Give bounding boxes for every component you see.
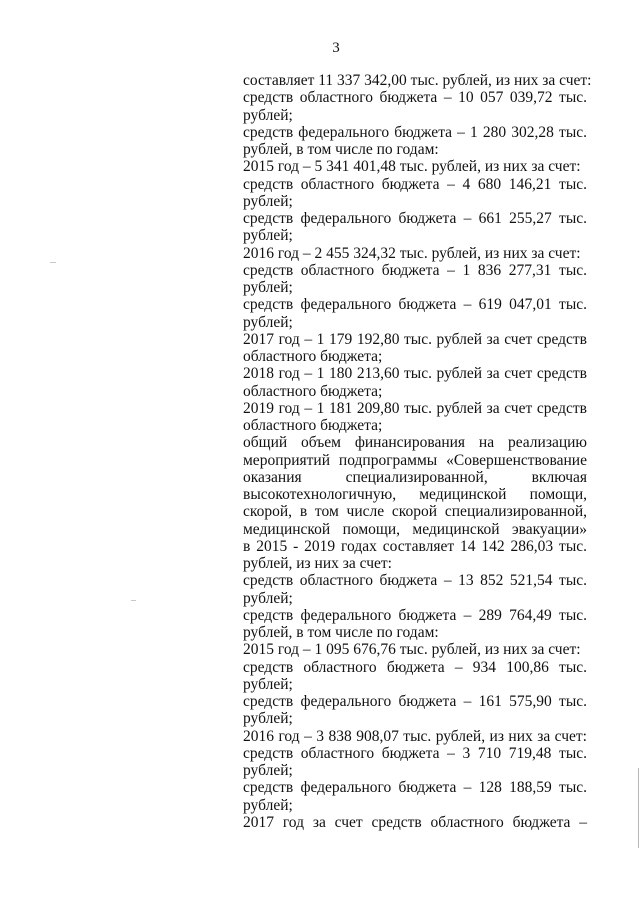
text-line: мероприятий подпрограммы «Совершенствование [243,451,587,469]
text-line: 2015 год – 1 095 676,76 тыс. рублей, из них за счет: [243,641,581,659]
text-line: рублей; [243,589,293,607]
text-line: 2019 год – 1 181 209,80 тыс. рублей за счет средств [243,399,587,417]
text-line: рублей, в том числе по годам: [243,624,439,641]
scan-dot [50,262,56,263]
text-line: средств федерального бюджета – 161 575,90 тыс. [243,693,587,710]
text-line: медицинской помощи, медицинской эвакуации» [243,520,587,538]
text-line: средств областного бюджета – 934 100,86 тыс. [243,658,587,676]
text-line: 2016 год – 3 838 908,07 тыс. рублей, из них за счет: [243,727,587,745]
scan-dot [131,600,136,601]
text-line: высокотехнологичную, медицинской помощи, [243,486,587,503]
scan-edge-mark [638,768,639,848]
text-line: 2017 год за счет средств областного бюджета – [243,813,587,831]
text-line: средств областного бюджета – 1 836 277,31 тыс. [243,261,587,279]
text-line: средств федерального бюджета – 661 255,27 тыс. [243,210,587,227]
text-line: общий объем финансирования на реализацию [243,434,587,452]
page-number: 3 [332,40,340,56]
text-line: оказания специализированной, включая [243,468,587,486]
text-line: областного бюджета; [243,348,383,365]
text-line: средств федерального бюджета – 128 188,59 тыс. [243,779,587,797]
text-line: рублей; [243,192,293,210]
text-line: средств федерального бюджета – 1 280 302,28 тыс. [243,123,587,141]
text-line: в 2015 - 2019 годах составляет 14 142 286,03 тыс. [243,537,587,555]
text-line: 2017 год – 1 179 192,80 тыс. рублей за счет средств [243,330,587,348]
text-line: средств областного бюджета – 13 852 521,54 тыс. [243,572,587,590]
text-line: составляет 11 337 342,00 тыс. рублей, из них за счет: [243,72,592,89]
text-line: средств областного бюджета – 10 057 039,72 тыс. [243,89,587,107]
text-line: рублей; [243,675,293,693]
text-line: средств областного бюджета – 3 710 719,48 тыс. [243,744,587,762]
text-line: рублей; [243,762,293,779]
text-line: рублей; [243,796,293,814]
text-line: рублей; [243,106,293,124]
text-line: рублей; [243,313,293,331]
text-line: рублей; [243,227,293,245]
text-line: 2018 год – 1 180 213,60 тыс. рублей за счет средств [243,365,587,383]
text-line: рублей, из них за счет: [243,555,392,572]
text-line: рублей; [243,279,293,296]
text-line: средств областного бюджета – 4 680 146,21 тыс. [243,175,587,193]
text-line: средств федерального бюджета – 289 764,49 тыс. [243,606,587,624]
text-line: 2016 год – 2 455 324,32 тыс. рублей, из них за счет: [243,244,581,262]
text-line: 2015 год – 5 341 401,48 тыс. рублей, из них за счет: [243,158,581,176]
text-line: скорой, в том числе скорой специализированной, [243,503,587,521]
text-line: рублей, в том числе по годам: [243,141,439,158]
text-line: областного бюджета; [243,382,383,400]
text-line: рублей; [243,710,293,728]
text-line: средств федерального бюджета – 619 047,01 тыс. [243,296,587,314]
text-line: областного бюджета; [243,417,383,434]
document-body [243,72,592,831]
